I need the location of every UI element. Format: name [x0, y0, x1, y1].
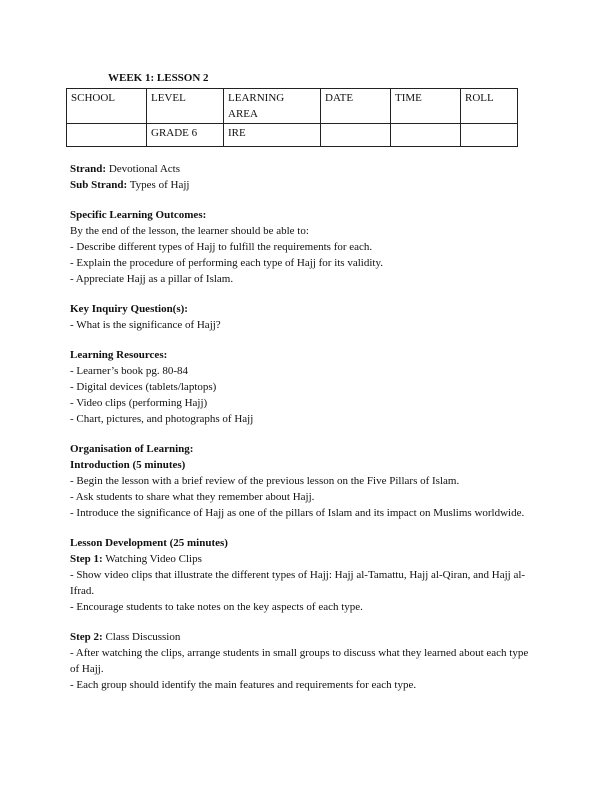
- kiq-heading: Key Inquiry Question(s):: [70, 303, 188, 315]
- cell-date: [321, 124, 391, 147]
- list-item: - Appreciate Hajj as a pillar of Islam.: [70, 273, 234, 285]
- slo-heading: Specific Learning Outcomes:: [70, 209, 207, 221]
- list-item: - Introduce the significance of Hajj as one of the pillars of Islam and its impact on Muslims worldwide.: [70, 507, 525, 519]
- slo-intro: By the end of the lesson, the learner should be able to:: [70, 225, 309, 237]
- lesson-content: [70, 161, 540, 693]
- header-learning-area: LEARNING AREA: [224, 89, 321, 124]
- cell-school: [67, 124, 147, 147]
- header-school: SCHOOL: [67, 89, 147, 124]
- list-item: - Explain the procedure of performing each type of Hajj for its validity.: [70, 257, 383, 269]
- sub-strand: Sub Strand: Types of Hajj: [70, 179, 190, 191]
- list-item: - Digital devices (tablets/laptops): [70, 381, 217, 393]
- list-item: - Each group should identify the main features and requirements for each type.: [70, 679, 417, 691]
- list-item: - After watching the clips, arrange students in small groups to discuss what they learned about each type of Hajj.: [70, 647, 529, 675]
- strand: Strand: Devotional Acts: [70, 163, 180, 175]
- list-item: - Chart, pictures, and photographs of Hajj: [70, 413, 254, 425]
- organisation-heading: Organisation of Learning:: [70, 443, 194, 455]
- header-roll: ROLL: [461, 89, 518, 124]
- lesson-info-table: [66, 88, 518, 147]
- list-item: - Video clips (performing Hajj): [70, 397, 208, 409]
- header-level: LEVEL: [147, 89, 224, 124]
- list-item: - Show video clips that illustrate the different types of Hajj: Hajj al-Tamattu, Hajj al-Qiran, and Hajj al-Ifrad.: [70, 569, 526, 597]
- list-item: - Describe different types of Hajj to fulfill the requirements for each.: [70, 241, 373, 253]
- cell-time: [391, 124, 461, 147]
- list-item: - Learner’s book pg. 80-84: [70, 365, 189, 377]
- list-item: - Begin the lesson with a brief review of the previous lesson on the Five Pillars of Islam.: [70, 475, 460, 487]
- introduction-heading: Introduction (5 minutes): [70, 459, 186, 471]
- list-item: - Encourage students to take notes on the key aspects of each type.: [70, 601, 363, 613]
- cell-learning-area: IRE: [224, 124, 321, 147]
- resources-heading: Learning Resources:: [70, 349, 168, 361]
- step2: Step 2: Class Discussion: [70, 631, 181, 643]
- header-time: TIME: [391, 89, 461, 124]
- header-date: DATE: [321, 89, 391, 124]
- development-heading: Lesson Development (25 minutes): [70, 537, 228, 549]
- cell-roll: [461, 124, 518, 147]
- step1: Step 1: Watching Video Clips: [70, 553, 202, 565]
- cell-level: GRADE 6: [147, 124, 224, 147]
- list-item: - Ask students to share what they remember about Hajj.: [70, 491, 315, 503]
- lesson-title: WEEK 1: LESSON 2: [108, 72, 209, 84]
- list-item: - What is the significance of Hajj?: [70, 319, 221, 331]
